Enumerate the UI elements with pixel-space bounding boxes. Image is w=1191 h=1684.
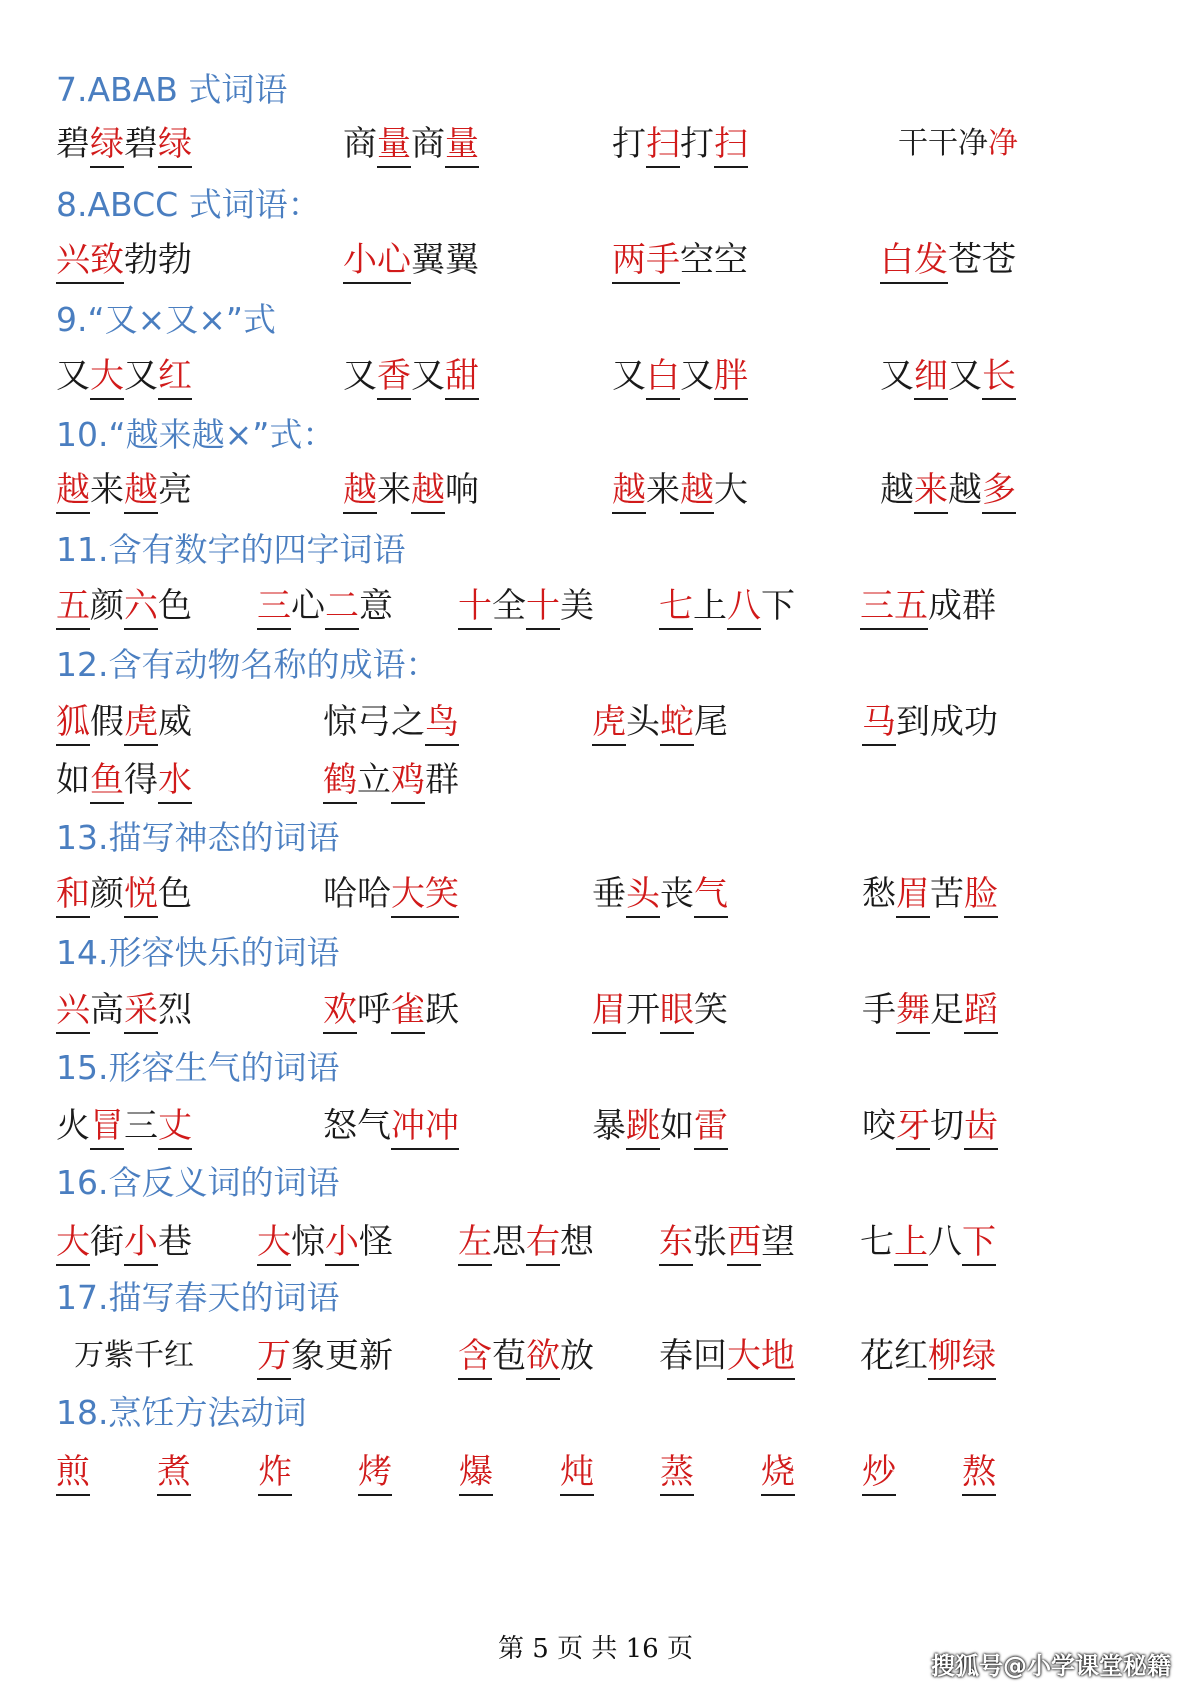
vocab-word: 炒 — [862, 1450, 896, 1496]
vocab-word: 炖 — [560, 1450, 594, 1496]
vocab-word: 如鱼得水 — [56, 758, 192, 804]
section-heading: 8.ABCC 式词语： — [56, 185, 321, 224]
vocab-word: 又香又甜 — [343, 354, 479, 400]
vocab-word: 烧 — [761, 1450, 795, 1496]
vocab-word: 又细又长 — [880, 354, 1016, 400]
word-row — [0, 988, 1191, 1036]
vocab-word: 兴高采烈 — [56, 988, 192, 1034]
vocab-word: 越来越多 — [880, 468, 1016, 514]
section-heading: 15.形容生气的词语 — [56, 1048, 340, 1087]
vocab-word: 又大又红 — [56, 354, 192, 400]
word-row — [0, 758, 1191, 806]
section-heading: 17.描写春天的词语 — [56, 1278, 340, 1317]
word-row — [0, 1450, 1191, 1498]
vocab-word: 万象更新 — [257, 1334, 393, 1380]
vocab-word: 越来越响 — [343, 468, 479, 514]
word-row — [0, 1104, 1191, 1152]
vocab-word: 和颜悦色 — [56, 872, 192, 918]
word-row — [0, 238, 1191, 286]
section-heading: 13.描写神态的词语 — [56, 818, 340, 857]
section-heading: 14.形容快乐的词语 — [56, 933, 340, 972]
watermark: 搜狐号@小学课堂秘籍 — [931, 1652, 1171, 1680]
vocab-word: 白发苍苍 — [880, 238, 1016, 284]
word-row — [0, 872, 1191, 920]
vocab-word: 大街小巷 — [56, 1220, 192, 1266]
word-row — [0, 122, 1191, 170]
vocab-word: 垂头丧气 — [592, 872, 728, 918]
vocab-word: 又白又胖 — [612, 354, 748, 400]
vocab-word: 哈哈大笑 — [323, 872, 459, 918]
vocab-word: 干干净净 — [898, 126, 1018, 161]
vocab-word: 东张西望 — [659, 1220, 795, 1266]
section-heading: 7.ABAB 式词语 — [56, 70, 288, 109]
vocab-word: 左思右想 — [458, 1220, 594, 1266]
vocab-word: 鹤立鸡群 — [323, 758, 459, 804]
section-heading: 12.含有动物名称的成语： — [56, 645, 439, 684]
vocab-word: 炸 — [258, 1450, 292, 1496]
vocab-word: 爆 — [459, 1450, 493, 1496]
vocab-word: 煎 — [56, 1450, 90, 1496]
vocab-word: 十全十美 — [458, 584, 594, 630]
vocab-word: 咬牙切齿 — [862, 1104, 998, 1150]
vocab-word: 万紫千红 — [74, 1338, 194, 1373]
vocab-word: 手舞足蹈 — [862, 988, 998, 1034]
vocab-word: 怒气冲冲 — [323, 1104, 459, 1150]
vocab-word: 狐假虎威 — [56, 700, 192, 746]
word-row — [0, 468, 1191, 516]
vocab-word: 越来越亮 — [56, 468, 192, 514]
word-row — [0, 1334, 1191, 1382]
vocab-word: 七上八下 — [659, 584, 795, 630]
vocab-word: 暴跳如雷 — [592, 1104, 728, 1150]
vocab-word: 含苞欲放 — [458, 1334, 594, 1380]
word-row — [0, 354, 1191, 402]
section-heading: 10.“越来越×”式： — [56, 415, 336, 454]
word-row — [0, 1220, 1191, 1268]
vocab-word: 马到成功 — [862, 700, 998, 746]
word-row — [0, 700, 1191, 748]
vocab-word: 烤 — [358, 1450, 392, 1496]
vocab-word: 三心二意 — [257, 584, 393, 630]
vocab-word: 惊弓之鸟 — [323, 700, 459, 746]
section-heading: 9.“又×又×”式 — [56, 300, 276, 339]
section-heading: 16.含反义词的词语 — [56, 1163, 340, 1202]
vocab-word: 蒸 — [660, 1450, 694, 1496]
vocab-word: 花红柳绿 — [860, 1334, 996, 1380]
vocab-word: 两手空空 — [612, 238, 748, 284]
vocab-word: 三五成群 — [860, 584, 996, 630]
page-footer: 第 5 页 共 16 页 — [498, 1634, 693, 1664]
section-heading: 18.烹饪方法动词 — [56, 1393, 307, 1432]
vocab-word: 七上八下 — [860, 1220, 996, 1266]
vocab-word: 春回大地 — [659, 1334, 795, 1380]
vocab-word: 打扫打扫 — [612, 122, 748, 168]
section-heading: 11.含有数字的四字词语 — [56, 530, 406, 569]
vocab-word: 大惊小怪 — [257, 1220, 393, 1266]
vocab-word: 商量商量 — [343, 122, 479, 168]
vocab-word: 五颜六色 — [56, 584, 192, 630]
vocab-word: 碧绿碧绿 — [56, 122, 192, 168]
vocab-word: 欢呼雀跃 — [323, 988, 459, 1034]
vocab-word: 煮 — [157, 1450, 191, 1496]
vocab-word: 虎头蛇尾 — [592, 700, 728, 746]
vocab-word: 兴致勃勃 — [56, 238, 192, 284]
vocab-word: 越来越大 — [612, 468, 748, 514]
vocab-word: 火冒三丈 — [56, 1104, 192, 1150]
word-row — [0, 584, 1191, 632]
vocab-word: 眉开眼笑 — [592, 988, 728, 1034]
vocab-word: 熬 — [962, 1450, 996, 1496]
vocab-word: 愁眉苦脸 — [862, 872, 998, 918]
vocab-word: 小心翼翼 — [343, 238, 479, 284]
